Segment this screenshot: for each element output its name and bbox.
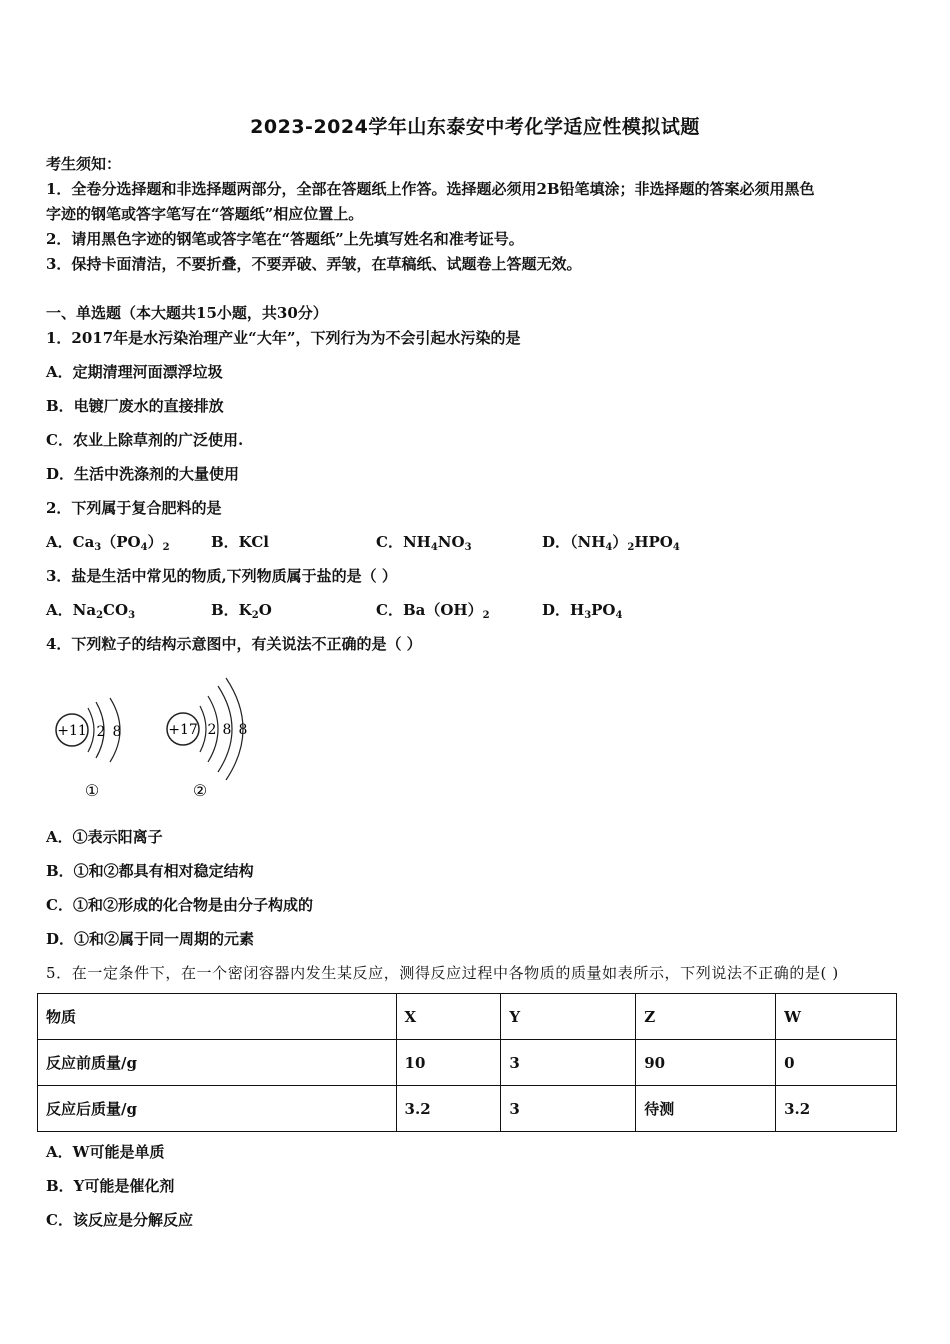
notice-line-1a: 1．全卷分选择题和非选择题两部分，全部在答题纸上作答。选择题必须用2B铅笔填涂；非选择题的答案必须用黑色 bbox=[46, 180, 815, 198]
q4-option-b: B．①和②都具有相对稳定结构 bbox=[46, 862, 254, 880]
page-title: 2023-2024学年山东泰安中考化学适应性模拟试题 bbox=[250, 116, 700, 138]
table-header-cell: X bbox=[396, 994, 501, 1040]
q1-option-a: A．定期清理河面漂浮垃圾 bbox=[46, 363, 223, 381]
q1-option-d: D．生活中洗涤剂的大量使用 bbox=[46, 465, 240, 483]
nucleus-charge-2: +17 bbox=[168, 722, 198, 738]
table-header-cell: Y bbox=[501, 994, 636, 1040]
table-cell: 10 bbox=[396, 1040, 501, 1086]
nucleus-charge-1: +11 bbox=[57, 723, 87, 739]
table-row bbox=[38, 1086, 897, 1132]
q4-option-d: D．①和②属于同一周期的元素 bbox=[46, 930, 255, 948]
q2-option-b: B．KCl bbox=[211, 533, 269, 551]
mass-table bbox=[37, 993, 897, 1132]
q4-option-c: C．①和②形成的化合物是由分子构成的 bbox=[46, 896, 313, 914]
table-header-cell: 物质 bbox=[38, 994, 397, 1040]
q4-option-a: A．①表示阳离子 bbox=[46, 828, 163, 846]
table-cell: 反应前质量/g bbox=[38, 1040, 397, 1086]
shell-2-electrons-1: 8 bbox=[112, 724, 122, 740]
notice-line-2: 2．请用黑色字迹的钢笔或答字笔在“答题纸”上先填写姓名和准考证号。 bbox=[46, 230, 524, 248]
table-header-cell: W bbox=[776, 994, 897, 1040]
table-header-cell: Z bbox=[636, 994, 776, 1040]
q1-stem: 1．2017年是水污染治理产业“大年”，下列行为为不会引起水污染的是 bbox=[46, 329, 521, 347]
diagram-label-1: ① bbox=[84, 781, 100, 800]
table-cell: 3.2 bbox=[396, 1086, 501, 1132]
table-row bbox=[38, 1040, 897, 1086]
shell-2-electrons-2: 8 bbox=[222, 722, 232, 738]
q1-option-c: C．农业上除草剂的广泛使用. bbox=[46, 431, 244, 449]
atomic-structure-diagrams bbox=[50, 670, 270, 805]
q3-stem: 3．盐是生活中常见的物质,下列物质属于盐的是（ ） bbox=[46, 567, 397, 585]
q3-option-d: D．$H_3PO_4$ bbox=[542, 601, 623, 621]
shell-1-electrons-2: 2 bbox=[207, 722, 217, 738]
shell-3-electrons-2: 8 bbox=[238, 722, 248, 738]
q5-option-c: C．该反应是分解反应 bbox=[46, 1211, 193, 1229]
atom-diagram-1 bbox=[56, 698, 121, 800]
notice-line-3: 3．保持卡面清洁，不要折叠，不要弄破、弄皱，在草稿纸、试题卷上答题无效。 bbox=[46, 255, 582, 273]
q4-stem: 4．下列粒子的结构示意图中，有关说法不正确的是（ ） bbox=[46, 635, 422, 653]
q3-option-a: A．$Na_2CO_3$ bbox=[46, 601, 136, 621]
table-cell: 90 bbox=[636, 1040, 776, 1086]
q5-option-b: B．Y可能是催化剂 bbox=[46, 1177, 175, 1195]
table-cell: 待测 bbox=[636, 1086, 776, 1132]
q2-option-d: D．$(NH_4)_2HPO_4$ bbox=[542, 533, 680, 553]
q1-option-b: B．电镀厂废水的直接排放 bbox=[46, 397, 224, 415]
q3-option-b: B．$K_2O$ bbox=[211, 601, 272, 621]
table-cell: 3.2 bbox=[776, 1086, 897, 1132]
shell-1-electrons-1: 2 bbox=[96, 724, 106, 740]
notice-line-1b: 字迹的钢笔或答字笔写在“答题纸”相应位置上。 bbox=[46, 205, 364, 223]
diagram-label-2: ② bbox=[192, 781, 208, 800]
table-cell: 3 bbox=[501, 1040, 636, 1086]
q2-stem: 2．下列属于复合肥料的是 bbox=[46, 499, 222, 517]
notice-heading: 考生须知： bbox=[46, 155, 122, 173]
table-cell: 0 bbox=[776, 1040, 897, 1086]
q2-option-c: C．$NH_4NO_3$ bbox=[376, 533, 472, 553]
q5-option-a: A．W可能是单质 bbox=[46, 1143, 165, 1161]
q3-option-c: C．$Ba(OH)_2$ bbox=[376, 601, 490, 621]
atom-diagram-2 bbox=[167, 678, 247, 800]
table-cell: 反应后质量/g bbox=[38, 1086, 397, 1132]
q2-option-a: A．$Ca_3(PO_4)_2$ bbox=[46, 533, 170, 553]
section-heading: 一、单选题（本大题共15小题，共30分） bbox=[46, 304, 328, 322]
table-cell: 3 bbox=[501, 1086, 636, 1132]
q5-stem: 5．在一定条件下，在一个密闭容器内发生某反应，测得反应过程中各物质的质量如表所示，下列说法不正确的是( ) bbox=[46, 964, 839, 982]
table-header-row bbox=[38, 994, 897, 1040]
